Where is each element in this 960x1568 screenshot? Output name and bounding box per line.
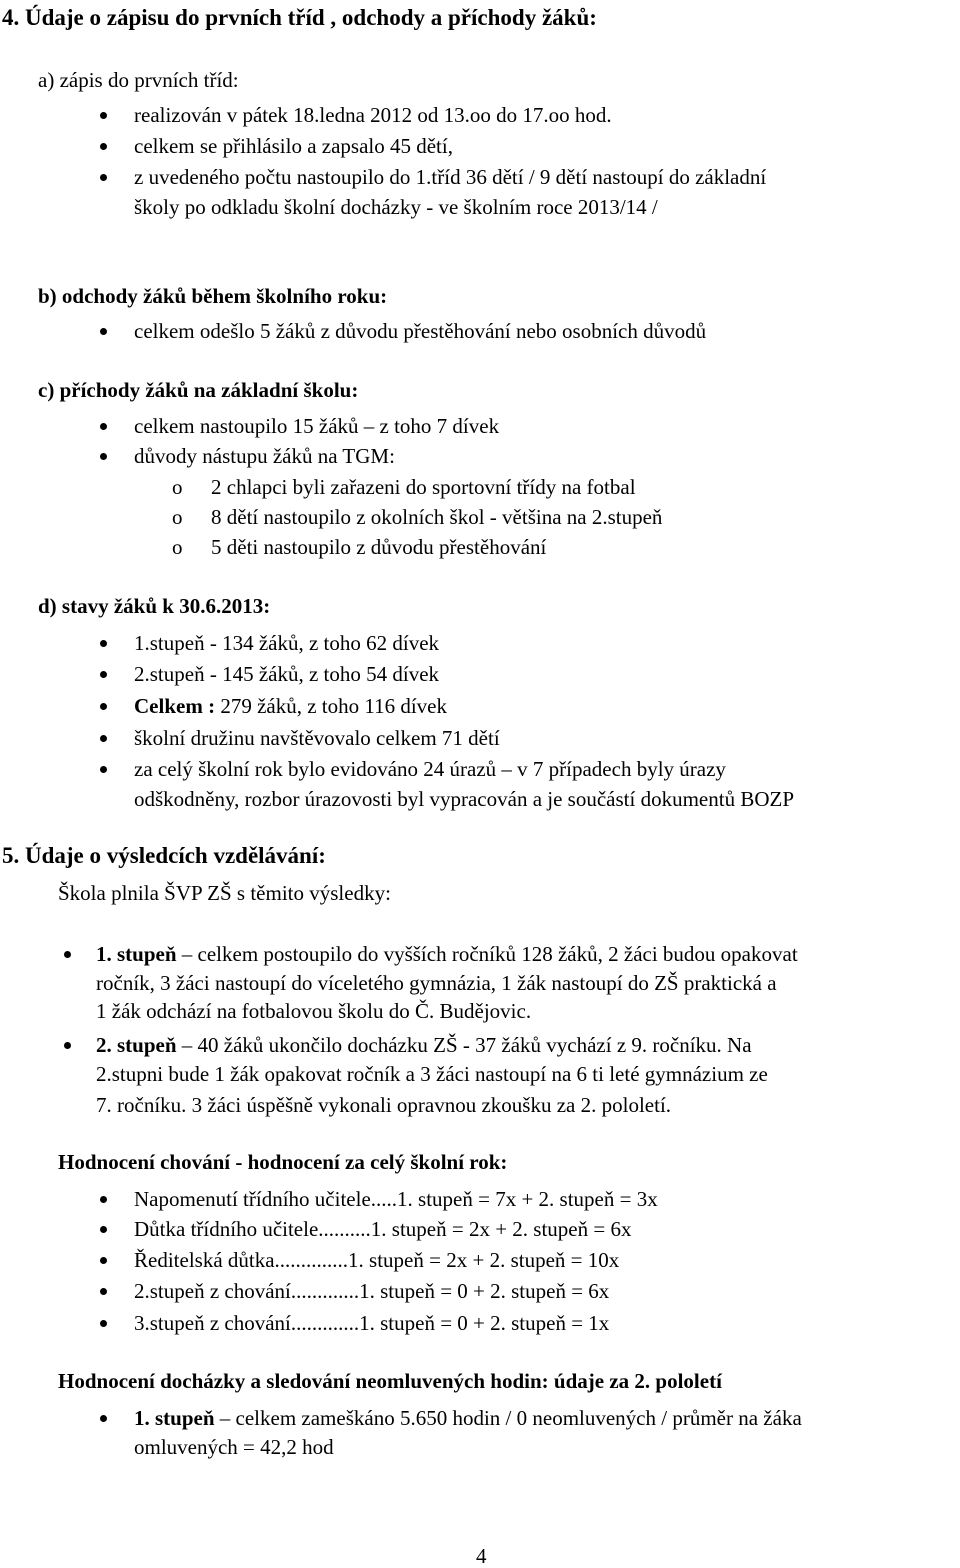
total-label: Celkem : [134, 694, 221, 718]
sub-list-item: 8 dětí nastoupilo z okolních škol - většina na 2.stupeň [211, 505, 663, 529]
behavior-item: Důtka třídního učitele..........1. stupeň = 2x + 2. stupeň = 6x [134, 1217, 632, 1241]
attendance-text: – celkem zameškáno 5.650 hodin / 0 neomluvených / průměr na žáka [214, 1406, 802, 1430]
bullet-icon [100, 423, 107, 430]
page-number: 4 [476, 1544, 487, 1568]
list-item: 2.stupeň - 145 žáků, z toho 54 dívek [134, 662, 440, 686]
list-item: 1.stupeň - 134 žáků, z toho 62 dívek [134, 631, 440, 655]
subsection-b-heading: b) odchody žáků během školního roku: [38, 284, 388, 308]
total-value: 279 žáků, z toho 116 dívek [220, 694, 447, 718]
bullet-icon [100, 1257, 107, 1264]
subsection-c-heading: c) příchody žáků na základní školu: [38, 378, 359, 402]
list-item: realizován v pátek 18.ledna 2012 od 13.oo do 17.oo hod. [134, 103, 612, 127]
bullet-icon [100, 1196, 107, 1203]
bullet-icon [100, 1288, 107, 1295]
grade-2-continuation: 7. ročníku. 3 žáci úspěšně vykonali opravnou zkoušku za 2. pololetí. [96, 1093, 672, 1117]
section-5-heading: 5. Údaje o výsledcích vzdělávání: [2, 843, 326, 868]
section-5-intro: Škola plnila ŠVP ZŠ s těmito výsledky: [58, 881, 391, 905]
bullet-icon [100, 1415, 107, 1422]
attendance-continuation: omluvených = 42,2 hod [134, 1435, 334, 1459]
attendance-heading: Hodnocení docházky a sledování neomluvených hodin: údaje za 2. pololetí [58, 1369, 722, 1393]
bullet-icon [64, 1042, 71, 1049]
sub-list-item: 5 děti nastoupilo z důvodu přestěhování [211, 535, 547, 559]
attendance-label: 1. stupeň [134, 1406, 215, 1430]
grade-1-label: 1. stupeň [96, 942, 177, 966]
bullet-icon [64, 951, 71, 958]
grade-1-text: – celkem postoupilo do vyšších ročníků 128 žáků, 2 žáci budou opakovat [176, 942, 798, 966]
grade-2-result [96, 1033, 752, 1057]
list-item-continuation: odškodněny, rozbor úrazovosti byl vypracován a je součástí dokumentů BOZP [134, 787, 795, 811]
behavior-item: 2.stupeň z chování.............1. stupeň = 0 + 2. stupeň = 6x [134, 1279, 610, 1303]
list-item: za celý školní rok bylo evidováno 24 úrazů – v 7 případech byly úrazy [134, 757, 726, 781]
list-item: celkem nastoupilo 15 žáků – z toho 7 dívek [134, 414, 500, 438]
bullet-icon [100, 1226, 107, 1233]
sub-list-item: 2 chlapci byli zařazeni do sportovní třídy na fotbal [211, 475, 636, 499]
attendance-item [134, 1406, 802, 1430]
grade-2-continuation: 2.stupni bude 1 žák opakovat ročník a 3 žáci nastoupí na 6 ti leté gymnázium ze [96, 1062, 768, 1086]
grade-1-continuation: 1 žák odchází na fotbalovou školu do Č. Budějovic. [96, 999, 532, 1023]
bullet-icon [100, 328, 107, 335]
subsection-d-heading: d) stavy žáků k 30.6.2013: [38, 594, 271, 618]
sub-bullet-icon: o [172, 535, 183, 559]
bullet-icon [100, 453, 107, 460]
bullet-icon [100, 143, 107, 150]
list-item-continuation: školy po odkladu školní docházky - ve školním roce 2013/14 / [134, 195, 658, 219]
list-item: celkem se přihlásilo a zapsalo 45 dětí, [134, 134, 453, 158]
subsection-a-heading: a) zápis do prvních tříd: [38, 68, 239, 92]
bullet-icon [100, 766, 107, 773]
behavior-item: 3.stupeň z chování.............1. stupeň = 0 + 2. stupeň = 1x [134, 1311, 610, 1335]
section-4-heading: 4. Údaje o zápisu do prvních tříd , odchody a příchody žáků: [2, 5, 597, 30]
list-item [134, 694, 447, 718]
bullet-icon [100, 174, 107, 181]
bullet-icon [100, 640, 107, 647]
grade-2-label: 2. stupeň [96, 1033, 177, 1057]
sub-bullet-icon: o [172, 475, 183, 499]
bullet-icon [100, 112, 107, 119]
list-item: z uvedeného počtu nastoupilo do 1.tříd 36 dětí / 9 dětí nastoupí do základní [134, 165, 767, 189]
bullet-icon [100, 735, 107, 742]
grade-2-text: – 40 žáků ukončilo docházku ZŠ - 37 žáků vychází z 9. ročníku. Na [176, 1033, 752, 1057]
bullet-icon [100, 1320, 107, 1327]
list-item: celkem odešlo 5 žáků z důvodu přestěhování nebo osobních důvodů [134, 319, 707, 343]
behavior-item: Ředitelská důtka..............1. stupeň = 2x + 2. stupeň = 10x [134, 1248, 620, 1272]
bullet-icon [100, 671, 107, 678]
sub-bullet-icon: o [172, 505, 183, 529]
behavior-item: Napomenutí třídního učitele.....1. stupeň = 7x + 2. stupeň = 3x [134, 1187, 658, 1211]
list-item: školní družinu navštěvovalo celkem 71 dětí [134, 726, 500, 750]
behavior-heading: Hodnocení chování - hodnocení za celý školní rok: [58, 1150, 508, 1174]
grade-1-result [96, 942, 798, 966]
bullet-icon [100, 703, 107, 710]
grade-1-continuation: ročník, 3 žáci nastoupí do víceletého gymnázia, 1 žák nastoupí do ZŠ praktická a [96, 971, 777, 995]
list-item: důvody nástupu žáků na TGM: [134, 444, 395, 468]
